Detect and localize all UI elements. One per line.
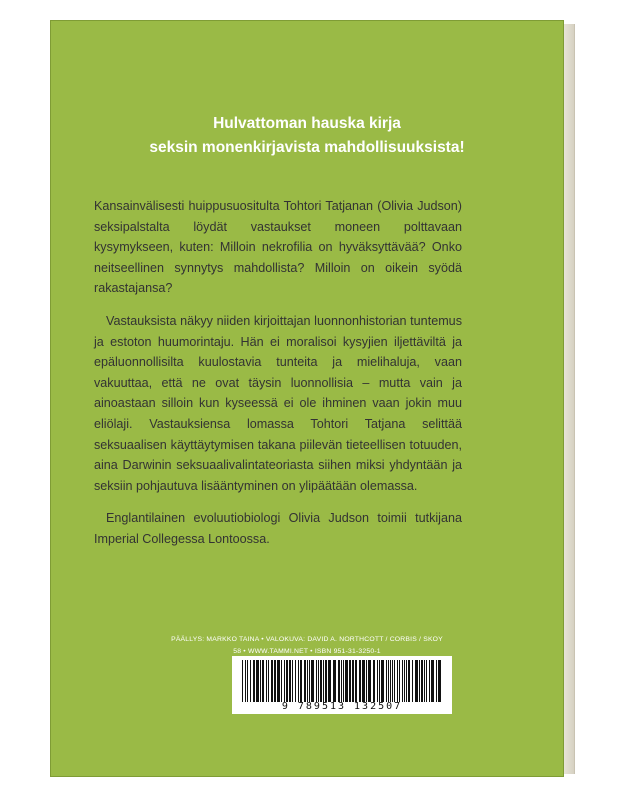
headline-line-1: Hulvattoman hauska kirja xyxy=(213,115,401,132)
blurb-paragraph-2: Vastauksista näkyy niiden kirjoittajan luonnonhistorian tuntemus ja estoton huumorintaju. Hän ei moralisoi kysyjien iljettäviltä ja epäluonnollisilta kuulostavia tunteita ja mielihaluja, vaan vakuuttaa, että ne ovat täysin luonnollisia – mutta vain ja ainoastaan silloin kun kyseessä ei ole ihminen vaan jokin muu eliölaji. Vastauksiensa lomassa Tohtori Tatjana selittää seksuaalisen käyttäytymisen takana piilevän tieteellisen totuuden, aina Darwinin seksuaalivalintateoriasta siihen miksi yhdyntään ja seksiin pohjautuva lisääntyminen on ylipäätään olemassa. xyxy=(94,313,462,493)
cover-headline xyxy=(50,112,564,160)
isbn-barcode xyxy=(232,656,452,714)
blurb-text xyxy=(94,196,462,562)
blurb-paragraph-1: Kansainvälisesti huippusuositulta Tohtori Tatjanan (Olivia Judson) seksipalstalta löydät vastaukset moneen polttavaan kysymykseen, kuten: Milloin nekrofilia on hyväksyttävää? Onko neitseellinen synnytys mahdollista? Milloin on oikein syödä rakastajansa? xyxy=(94,199,462,296)
blurb-paragraph-3: Englantilainen evoluutiobiologi Olivia Judson toimii tutkijana Imperial Collegessa Lontoossa. xyxy=(94,511,462,546)
cover-credits xyxy=(50,634,564,658)
headline-line-2: seksin monenkirjavista mahdollisuuksista! xyxy=(149,139,465,156)
book-page-edge xyxy=(564,24,575,774)
barcode-digits: 9 789513 132507 xyxy=(281,701,403,712)
credits-line-2: 58 • WWW.TAMMI.NET • ISBN 951-31-3250-1 xyxy=(233,648,381,655)
barcode-bars xyxy=(240,660,444,702)
credits-line-1: PÄÄLLYS: MARKKO TAINA • VALOKUVA: DAVID A. NORTHCOTT / CORBIS / SKOY xyxy=(171,636,443,643)
